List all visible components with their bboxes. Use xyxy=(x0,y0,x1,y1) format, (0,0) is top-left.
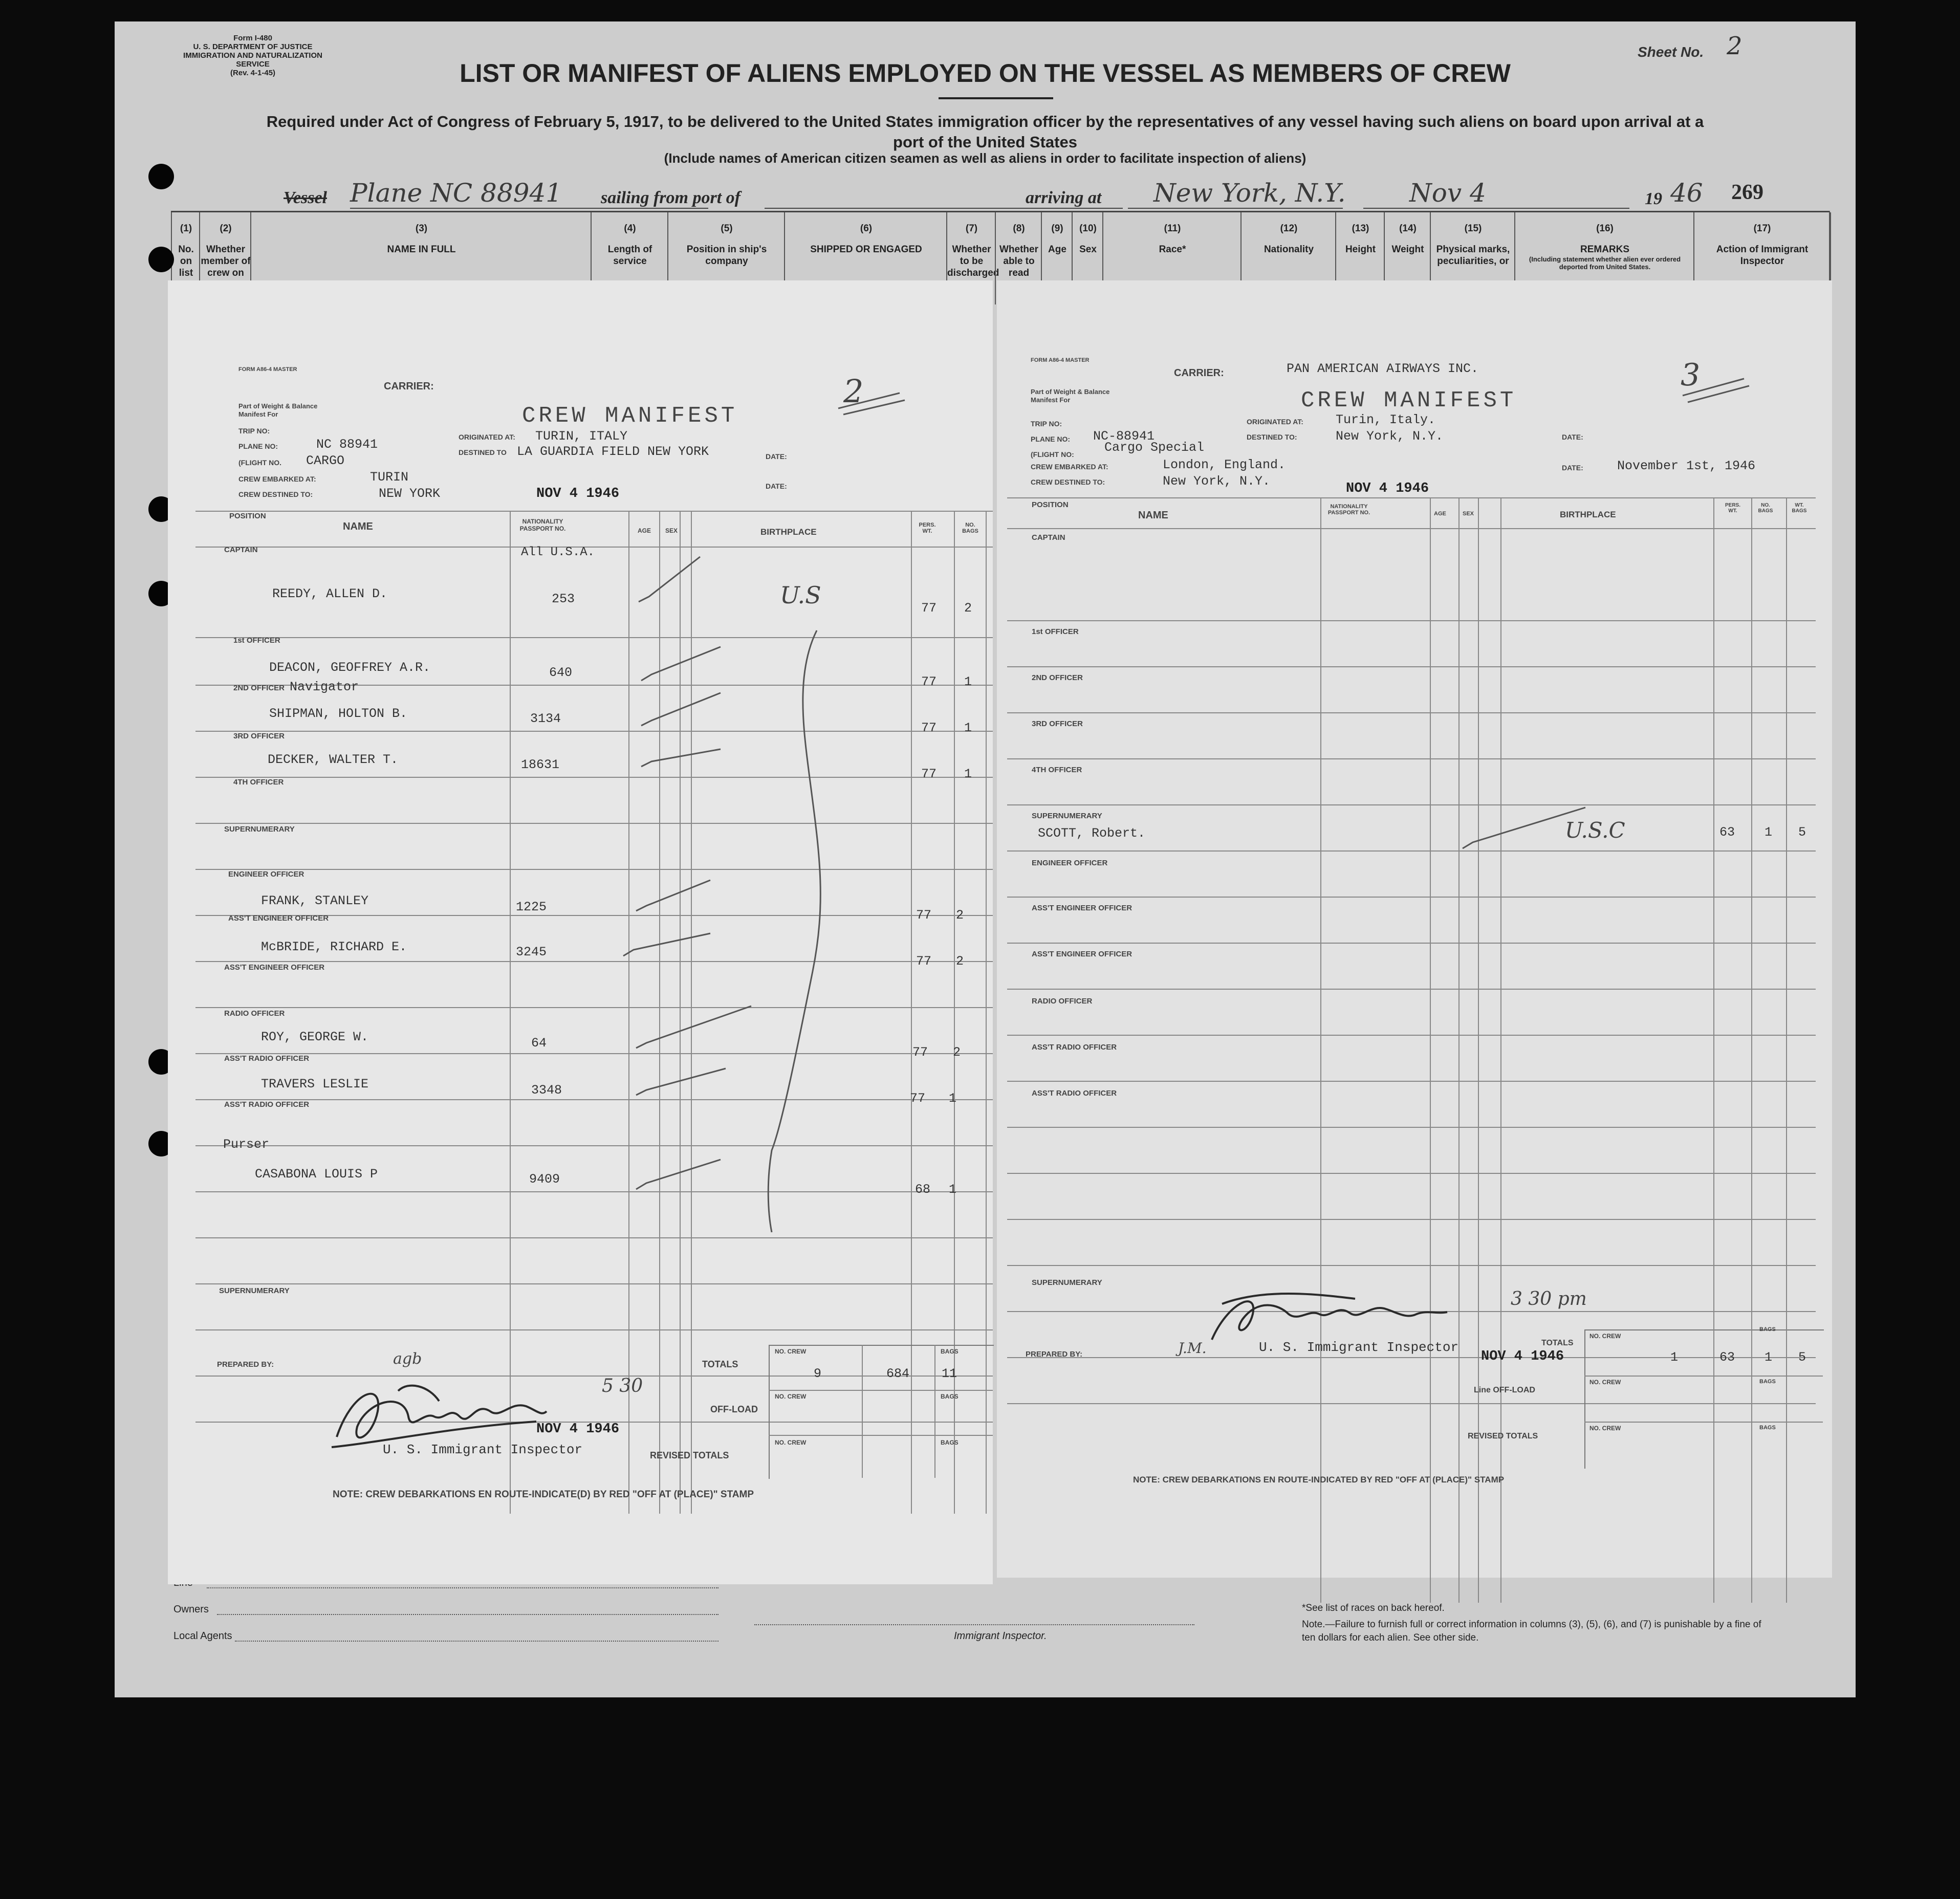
total-weight: 684 xyxy=(886,1366,910,1381)
manifest-title: CREW MANIFEST xyxy=(1301,388,1517,413)
pers-wt: 77 xyxy=(921,601,937,616)
crew-embarked-label: CREW EMBARKED AT: xyxy=(238,475,316,483)
inspector-label: U. S. Immigrant Inspector xyxy=(1259,1340,1459,1355)
vessel-value: Plane NC 88941 xyxy=(350,178,562,208)
originated-label: ORIGINATED AT: xyxy=(1247,418,1303,426)
position-label: RADIO OFFICER xyxy=(1032,997,1093,1006)
position-label: SUPERNUMERARY xyxy=(224,825,295,834)
passport-no: 640 xyxy=(549,665,573,680)
sheet-number-label: Sheet No. xyxy=(1638,44,1704,60)
no-crew-label: NO. CREW xyxy=(1589,1333,1621,1340)
bags-label: BAGS xyxy=(941,1393,959,1400)
arriving-label: arriving at xyxy=(1026,188,1102,207)
off-load-label: Line OFF-LOAD xyxy=(1474,1386,1535,1394)
requirement-text-2: port of the United States xyxy=(893,133,1077,151)
arrival-stamp: NOV 4 1946 xyxy=(536,486,620,501)
no-bags: 1 xyxy=(1765,825,1773,840)
debarkation-note: NOTE: CREW DEBARKATIONS EN ROUTE-INDICATE(D) BY RED "OFF AT (PLACE)" STAMP xyxy=(333,1489,754,1500)
originated-label: ORIGINATED AT: xyxy=(459,433,515,441)
col-position: POSITION xyxy=(1032,500,1069,509)
destined-value: New York, N.Y. xyxy=(1336,429,1444,444)
manifest-title: CREW MANIFEST xyxy=(522,403,738,429)
position-label: 1st OFFICER xyxy=(233,636,280,645)
crew-destined-label: CREW DESTINED TO: xyxy=(1031,478,1105,486)
sheet-number-value: 2 xyxy=(1727,32,1743,60)
title-rule xyxy=(939,97,1053,99)
col-no-bags: NO. BAGS xyxy=(1758,503,1773,514)
crew-name: TRAVERS LESLIE xyxy=(261,1077,369,1092)
handwritten-page-no: 2 xyxy=(843,373,864,410)
column-17: (17) Action of Immigrant Inspector xyxy=(1693,212,1831,304)
position-label: ASS'T ENGINEER OFFICER xyxy=(224,963,325,972)
position-label: 1st OFFICER xyxy=(1032,627,1079,636)
prepared-value: agb xyxy=(393,1350,422,1368)
crew-name: DEACON, GEOFFREY A.R. xyxy=(269,660,431,675)
col-position: POSITION xyxy=(229,512,266,520)
footer-inspector-label: Immigrant Inspector. xyxy=(954,1630,1047,1642)
passport-no: 3348 xyxy=(531,1083,562,1098)
col-sex: SEX xyxy=(665,527,678,534)
pers-wt: 77 xyxy=(916,954,932,969)
vessel-row xyxy=(115,178,1856,214)
plane-value: NC 88941 xyxy=(316,437,378,452)
total-crew: 9 xyxy=(814,1366,822,1381)
footer-agents-label: Local Agents xyxy=(173,1630,232,1642)
position-label: Purser xyxy=(223,1137,270,1152)
pers-wt: 77 xyxy=(921,721,937,735)
column-3: (3) NAME IN FULL xyxy=(250,212,592,304)
form-tag: FORM A86-4 MASTER xyxy=(238,366,297,373)
birthplace-handwritten: U.S.C xyxy=(1565,818,1625,843)
prepared-label: PREPARED BY: xyxy=(217,1360,274,1369)
bags-label: BAGS xyxy=(1759,1379,1776,1385)
totals-label: TOTALS xyxy=(1541,1339,1574,1347)
bags-label: BAGS xyxy=(941,1348,959,1355)
total-wt-bags: 5 xyxy=(1798,1350,1806,1365)
crew-name: SHIPMAN, HOLTON B. xyxy=(269,706,408,721)
position-label: ENGINEER OFFICER xyxy=(1032,859,1108,867)
date-label-2: DATE: xyxy=(1562,464,1583,472)
part-of-label: Part of Weight & Balance Manifest For xyxy=(1031,388,1110,404)
position-label: 3RD OFFICER xyxy=(233,732,285,740)
plane-label: PLANE NO: xyxy=(1031,435,1070,443)
crew-embarked-value: London, England. xyxy=(1163,457,1286,472)
col-birthplace: BIRTHPLACE xyxy=(1560,510,1616,519)
column-4: (4) Length of service xyxy=(591,212,668,304)
crew-embarked-label: CREW EMBARKED AT: xyxy=(1031,463,1108,471)
position-label: ASS'T RADIO OFFICER xyxy=(1032,1043,1117,1052)
no-bags: 1 xyxy=(964,674,972,689)
birthplace-handwritten: U.S xyxy=(780,581,821,609)
column-15: (15) Physical marks, peculiarities, or xyxy=(1430,212,1515,304)
position-label: SUPERNUMERARY xyxy=(1032,1278,1102,1287)
destined-label: DESTINED TO xyxy=(459,448,507,456)
column-6: (6) SHIPPED OR ENGAGED xyxy=(784,212,947,304)
column-10: (10) Sex xyxy=(1072,212,1103,304)
position-label: 3RD OFFICER xyxy=(1032,719,1083,728)
requirement-text: Required under Act of Congress of February 5, 1917, to be delivered to the United States immigration officer by the representatives of any vessel having such aliens on board upon arrival at a xyxy=(266,113,1704,130)
total-crew: 1 xyxy=(1670,1350,1679,1365)
sailing-label: sailing from port of xyxy=(601,188,741,207)
column-8: (8) Whether able to read xyxy=(995,212,1042,304)
pers-wt: 77 xyxy=(916,908,932,923)
form-revision: (Rev. 4-1-45) xyxy=(230,69,276,77)
column-9: (9) Age xyxy=(1041,212,1073,304)
pers-wt: 68 xyxy=(915,1182,931,1197)
passport-no: 253 xyxy=(552,592,575,606)
inspector-signature xyxy=(1202,1273,1488,1350)
position-label: 4TH OFFICER xyxy=(233,778,284,787)
position-label: SUPERNUMERARY xyxy=(219,1286,290,1295)
carrier-label: CARRIER: xyxy=(1174,367,1224,379)
no-bags: 2 xyxy=(956,908,964,923)
position-label: ASS'T RADIO OFFICER xyxy=(224,1054,310,1063)
document-title: LIST OR MANIFEST OF ALIENS EMPLOYED ON THE VESSEL AS MEMBERS OF CREW xyxy=(460,59,1511,88)
footer-races-note: *See list of races on back hereof. xyxy=(1302,1603,1445,1613)
date-value: Nov 4 xyxy=(1409,178,1486,208)
punch-hole xyxy=(148,247,174,272)
crew-name: ROY, GEORGE W. xyxy=(261,1030,369,1044)
crew-embarked-value: TURIN xyxy=(370,470,409,485)
position-label: SUPERNUMERARY xyxy=(1032,812,1102,820)
no-bags: 2 xyxy=(956,954,964,969)
col-name: NAME xyxy=(343,521,373,532)
pers-wt: 77 xyxy=(912,1045,928,1060)
off-load-label: OFF-LOAD xyxy=(710,1404,758,1414)
position-label: ASS'T RADIO OFFICER xyxy=(224,1100,310,1109)
prepared-label: PREPARED BY: xyxy=(1026,1350,1083,1359)
nationality-all: All U.S.A. xyxy=(521,545,595,559)
position-label: CAPTAIN xyxy=(224,545,258,554)
bags-label: BAGS xyxy=(1759,1326,1776,1333)
form-tag: FORM A86-4 MASTER xyxy=(1031,357,1090,363)
flight-label: (FLIGHT NO. xyxy=(238,459,281,467)
position-label: ASS'T ENGINEER OFFICER xyxy=(1032,904,1133,912)
form-number: Form I-480 xyxy=(233,34,272,42)
column-13: (13) Height xyxy=(1335,212,1385,304)
service-name: IMMIGRATION AND NATURALIZATION SERVICE xyxy=(183,51,322,69)
revised-totals-label: REVISED TOTALS xyxy=(650,1450,729,1460)
col-birthplace: BIRTHPLACE xyxy=(760,527,817,537)
inspector-label: U. S. Immigrant Inspector xyxy=(383,1442,583,1457)
col-nationality: NATIONALITY PASSPORT NO. xyxy=(1327,504,1370,516)
position-label: 2ND OFFICER xyxy=(1032,673,1083,682)
crew-name: FRANK, STANLEY xyxy=(261,893,369,908)
trip-label: TRIP NO: xyxy=(1031,420,1062,428)
position-label: ASS'T ENGINEER OFFICER xyxy=(1032,950,1133,958)
inspector-stamp-date: NOV 4 1946 xyxy=(536,1422,620,1437)
check-mark xyxy=(1457,802,1591,854)
flight-value: CARGO xyxy=(306,453,345,468)
no-crew-label: NO. CREW xyxy=(1589,1425,1621,1432)
pers-wt: 77 xyxy=(910,1091,926,1106)
passport-no: 64 xyxy=(531,1036,547,1051)
no-crew-label: NO. CREW xyxy=(775,1439,807,1446)
crew-name: SCOTT, Robert. xyxy=(1038,826,1146,841)
position-extra: Navigator xyxy=(290,680,359,694)
pers-wt: 77 xyxy=(921,767,937,781)
left-crew-manifest xyxy=(168,280,993,1584)
column-7: (7) Whether to be discharged xyxy=(946,212,996,304)
column-12: (12) Nationality xyxy=(1240,212,1336,304)
crew-destined-value: NEW YORK xyxy=(379,486,441,501)
plane-label: PLANE NO: xyxy=(238,442,278,450)
col-pers-wt: PERS. WT. xyxy=(1725,503,1740,514)
passport-no: 9409 xyxy=(529,1172,560,1187)
crew-name: McBRIDE, RICHARD E. xyxy=(261,940,407,954)
plane-value: NC-88941 xyxy=(1093,429,1155,444)
debarkation-note: NOTE: CREW DEBARKATIONS EN ROUTE-INDICATED BY RED "OFF AT (PLACE)" STAMP xyxy=(1133,1475,1505,1485)
passport-no: 3245 xyxy=(516,945,547,959)
pers-wt: 63 xyxy=(1719,825,1735,840)
pers-wt: 77 xyxy=(921,674,937,689)
crew-destined-value: New York, N.Y. xyxy=(1163,474,1271,489)
position-label: ENGINEER OFFICER xyxy=(228,870,304,879)
revised-totals-label: REVISED TOTALS xyxy=(1468,1432,1538,1440)
vessel-label: Vessel xyxy=(284,188,327,207)
col-age: AGE xyxy=(638,527,651,534)
no-bags: 1 xyxy=(949,1182,957,1197)
page-number: 269 xyxy=(1731,181,1763,204)
date-label-2: DATE: xyxy=(766,482,787,490)
column-2: (2) Whether member of crew on xyxy=(199,212,251,304)
footer-owners-label: Owners xyxy=(173,1604,209,1615)
date-value: November 1st, 1946 xyxy=(1617,459,1756,473)
col-pers-wt: PERS. WT. xyxy=(919,522,936,534)
total-weight: 63 xyxy=(1719,1350,1735,1365)
instruction-text: (Include names of American citizen seamen as well as aliens in order to facilitate inspection of aliens) xyxy=(664,150,1306,166)
destined-label: DESTINED TO: xyxy=(1247,433,1297,441)
wt-bags: 5 xyxy=(1798,825,1806,840)
prepared-value: J.M. xyxy=(1178,1340,1207,1357)
flight-label: (FLIGHT NO: xyxy=(1031,450,1074,459)
bags-label: BAGS xyxy=(941,1439,959,1446)
no-crew-label: NO. CREW xyxy=(775,1393,807,1400)
passport-no: 1225 xyxy=(516,900,547,914)
col-wt-bags: WT. BAGS xyxy=(1792,503,1807,514)
inspector-stamp-date: NOV 4 1946 xyxy=(1481,1349,1564,1364)
handwritten-strokes xyxy=(1678,367,1754,408)
position-label: 2ND OFFICER xyxy=(233,684,285,692)
col-nationality: NATIONALITY PASSPORT NO. xyxy=(519,518,566,532)
arrival-stamp: NOV 4 1946 xyxy=(1346,481,1429,496)
no-bags: 1 xyxy=(949,1091,957,1106)
flight-value: Cargo Special xyxy=(1104,440,1205,455)
position-label: RADIO OFFICER xyxy=(224,1009,285,1018)
position-label: ASS'T ENGINEER OFFICER xyxy=(228,914,329,923)
destined-value: LA GUARDIA FIELD NEW YORK xyxy=(517,444,709,459)
bags-label: BAGS xyxy=(1759,1425,1776,1431)
department-name: U. S. DEPARTMENT OF JUSTICE xyxy=(193,42,313,51)
crew-name: CASABONA LOUIS P xyxy=(255,1167,378,1182)
no-bags: 1 xyxy=(964,767,972,781)
originated-value: TURIN, ITALY xyxy=(535,429,628,444)
no-bags: 1 xyxy=(964,721,972,735)
position-label: CAPTAIN xyxy=(1032,533,1065,542)
trip-label: TRIP NO: xyxy=(238,427,270,435)
col-sex: SEX xyxy=(1463,511,1474,517)
punch-hole xyxy=(148,164,174,189)
column-11: (11) Race* xyxy=(1102,212,1242,304)
footer-penalty-note: Note.—Failure to furnish full or correct information in columns (3), (5), (6), and (7) is punishable by a fine of ten dollars for each alien. See other side. xyxy=(1302,1619,1761,1643)
col-name: NAME xyxy=(1138,510,1168,521)
no-bags: 2 xyxy=(953,1045,961,1060)
carrier-label: CARRIER: xyxy=(384,381,434,392)
date-label: DATE: xyxy=(1562,433,1583,441)
crew-destined-label: CREW DESTINED TO: xyxy=(238,490,313,498)
signature-time: 3 30 pm xyxy=(1511,1289,1587,1309)
passport-no: 3134 xyxy=(530,711,561,726)
position-label: ASS'T RADIO OFFICER xyxy=(1032,1089,1117,1098)
no-crew-label: NO. CREW xyxy=(775,1348,807,1355)
crew-name: DECKER, WALTER T. xyxy=(268,752,399,767)
signature-time: 5 30 xyxy=(602,1376,643,1396)
carrier-value: PAN AMERICAN AIRWAYS INC. xyxy=(1287,361,1479,376)
column-5: (5) Position in ship's company xyxy=(667,212,785,304)
originated-value: Turin, Italy. xyxy=(1336,412,1436,427)
passport-no: 18631 xyxy=(521,757,560,772)
part-of-label: Part of Weight & Balance Manifest For xyxy=(238,402,318,418)
no-bags: 2 xyxy=(964,601,972,616)
col-no-bags: NO. BAGS xyxy=(962,522,978,534)
total-bags: 11 xyxy=(942,1366,957,1381)
column-1: (1) No. on list xyxy=(171,212,200,304)
no-crew-label: NO. CREW xyxy=(1589,1379,1621,1386)
column-14: (14) Weight xyxy=(1384,212,1431,304)
right-crew-manifest xyxy=(997,280,1832,1578)
col-age: AGE xyxy=(1434,511,1446,517)
arriving-value: New York, N.Y. xyxy=(1153,178,1346,208)
total-bags: 1 xyxy=(1765,1350,1773,1365)
crew-name: REEDY, ALLEN D. xyxy=(272,586,388,601)
position-label: 4TH OFFICER xyxy=(1032,766,1082,774)
year-value: 46 xyxy=(1670,178,1703,208)
totals-label: TOTALS xyxy=(702,1359,738,1369)
date-label: DATE: xyxy=(766,452,787,461)
year-prefix: 19 xyxy=(1645,189,1662,208)
column-16: (16) REMARKS (Including statement whether alien ever ordered deported from United States. xyxy=(1514,212,1694,304)
handwritten-page-no: 3 xyxy=(1681,357,1701,393)
